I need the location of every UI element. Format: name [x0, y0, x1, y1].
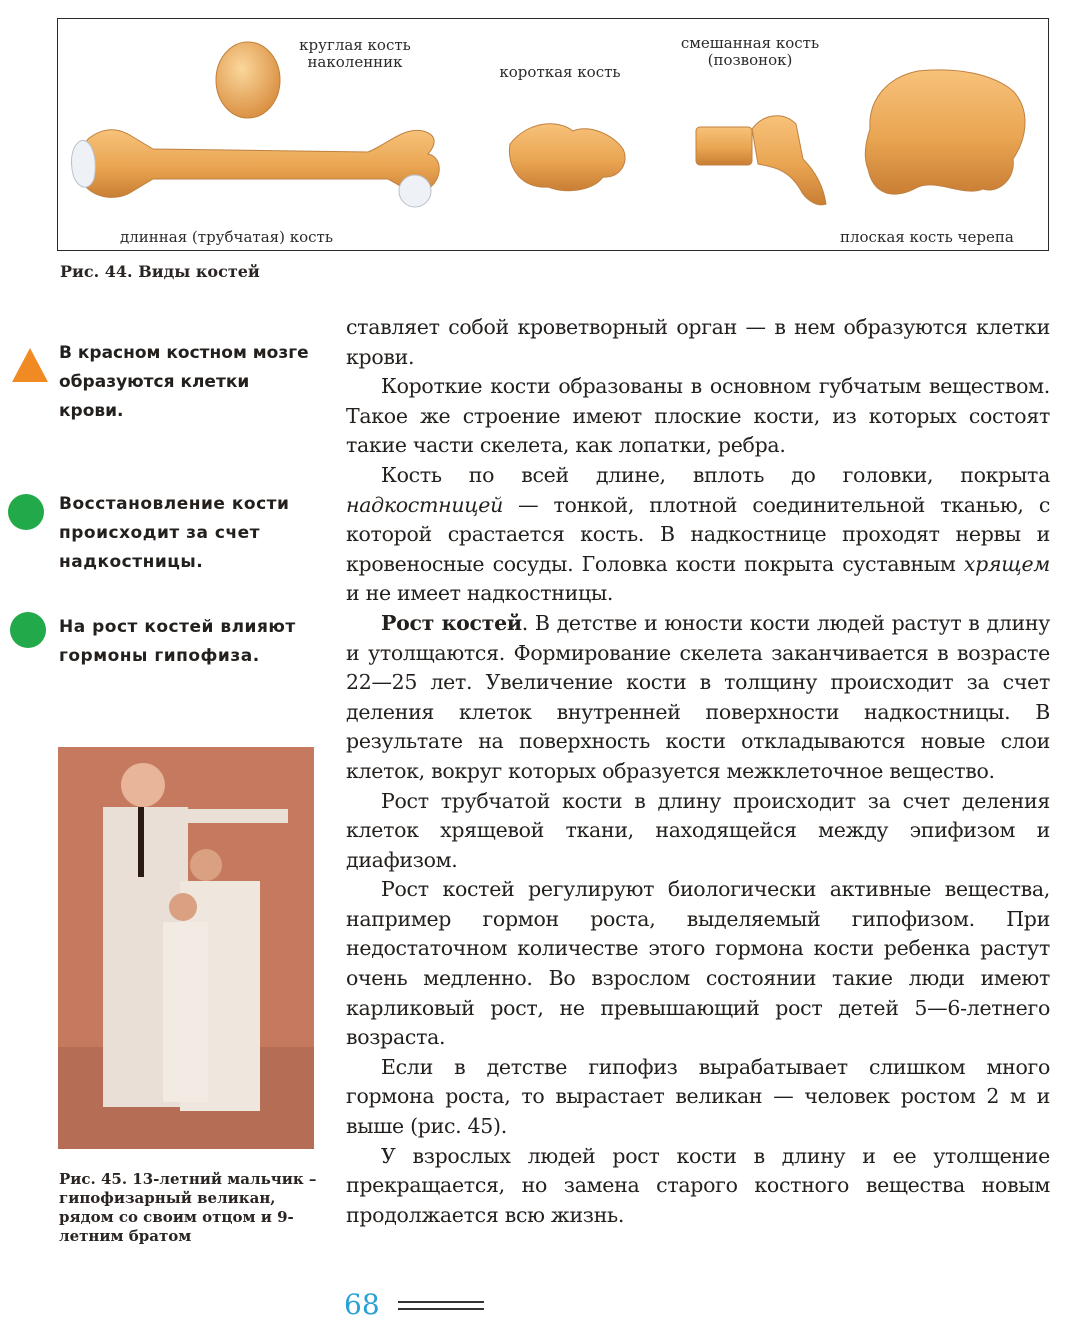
paragraph: ставляет собой кроветворный орган — в нем образуются клетки крови. — [346, 315, 1050, 369]
paragraph: Кость по всей длине, вплоть до головки, покрыта надкостницей — тонкой, плотной соединительной тканью, с которой срастается кость. В надкостнице проходят нервы и кровеносные сосуды. Головка кости покрыта суставным хрящем и не имеет надкостницы. — [346, 462, 1050, 606]
paragraph: Короткие кости образованы в основном губчатым веществом. Такое же строение имеют плоские кости, из которых состоят такие части скелета, как лопатки, ребра. — [346, 374, 1050, 458]
long-bone-label: длинная (трубчатая) кость — [120, 228, 333, 246]
section-heading: Рост костей — [381, 610, 522, 635]
paragraph: Если в детстве гипофиз вырабатывает слишком много гормона роста, то вырастает великан — человек ростом 2 м и выше (рис. 45). — [346, 1054, 1050, 1139]
vertebra-illustration — [696, 116, 826, 205]
patella-illustration — [216, 42, 280, 118]
page-number: 68 — [344, 1288, 380, 1321]
term-cartilage: хрящем — [963, 551, 1050, 576]
giant-boy-photo — [58, 747, 314, 1149]
page-number-rule — [398, 1308, 484, 1310]
figure-44-caption: Рис. 44. Виды костей — [60, 262, 260, 281]
long-bone-illustration — [71, 130, 439, 207]
mixed-bone-label: смешанная кость (позвонок) — [680, 34, 820, 69]
page-number-rule — [398, 1301, 484, 1303]
paragraph: Рост костей регулируют биологически активные вещества, например гормон роста, выделяемый гипофизом. При недостаточном количестве этого гормона кости ребенка растут очень медленно. Во взрослом состоянии такие люди имеют карликовый рост, не превышающий рост детей 5—6-летнего возраста. — [346, 877, 1050, 1050]
green-circle-icon — [8, 494, 44, 530]
bone-illustrations — [58, 19, 1050, 252]
short-bone-illustration — [509, 124, 625, 191]
warning-triangle-icon — [12, 348, 48, 382]
figure-45-caption: Рис. 45. 13-летний мальчик – гипофизарный великан, рядом со своим отцом и 9-летним братом — [59, 1170, 317, 1245]
green-circle-icon — [10, 612, 46, 648]
paragraph: Рост трубчатой кости в длину происходит за счет деления клеток хрящевой ткани, находящейся между эпифизом и диафизом. — [346, 788, 1050, 872]
paragraph: Рост костей. В детстве и юности кости людей растут в длину и утолщаются. Формирование скелета заканчивается в возрасте 22—25 лет. Увеличение кости в толщину происходит за счет деления клеток внутренней поверхности надкостницы. В результате на поверхность кости откладываются новые слои клеток, вокруг которых образуется межклеточное вещество. — [346, 610, 1050, 783]
side-note-hormones: На рост костей влияют гормоны гипофиза. — [59, 617, 296, 666]
side-note-periosteum: Восстановление кости происходит за счет надкостницы. — [59, 494, 290, 572]
photo-silhouettes — [58, 747, 314, 1149]
paragraph: У взрослых людей рост кости в длину и ее утолщение прекращается, но замена старого костного вещества новым продолжается всю жизнь. — [346, 1143, 1050, 1227]
main-text — [346, 313, 1050, 1230]
term-periosteum: надкостницей — [346, 492, 503, 517]
bone-types-figure — [57, 18, 1049, 251]
flat-bone-label: плоская кость черепа — [840, 228, 1014, 246]
flat-skull-bone-illustration — [865, 70, 1025, 194]
short-bone-label: короткая кость — [499, 63, 621, 81]
side-note-bone-marrow: В красном костном мозге образуются клетки крови. — [59, 343, 309, 421]
round-bone-label: круглая кость наколенник — [299, 36, 411, 71]
